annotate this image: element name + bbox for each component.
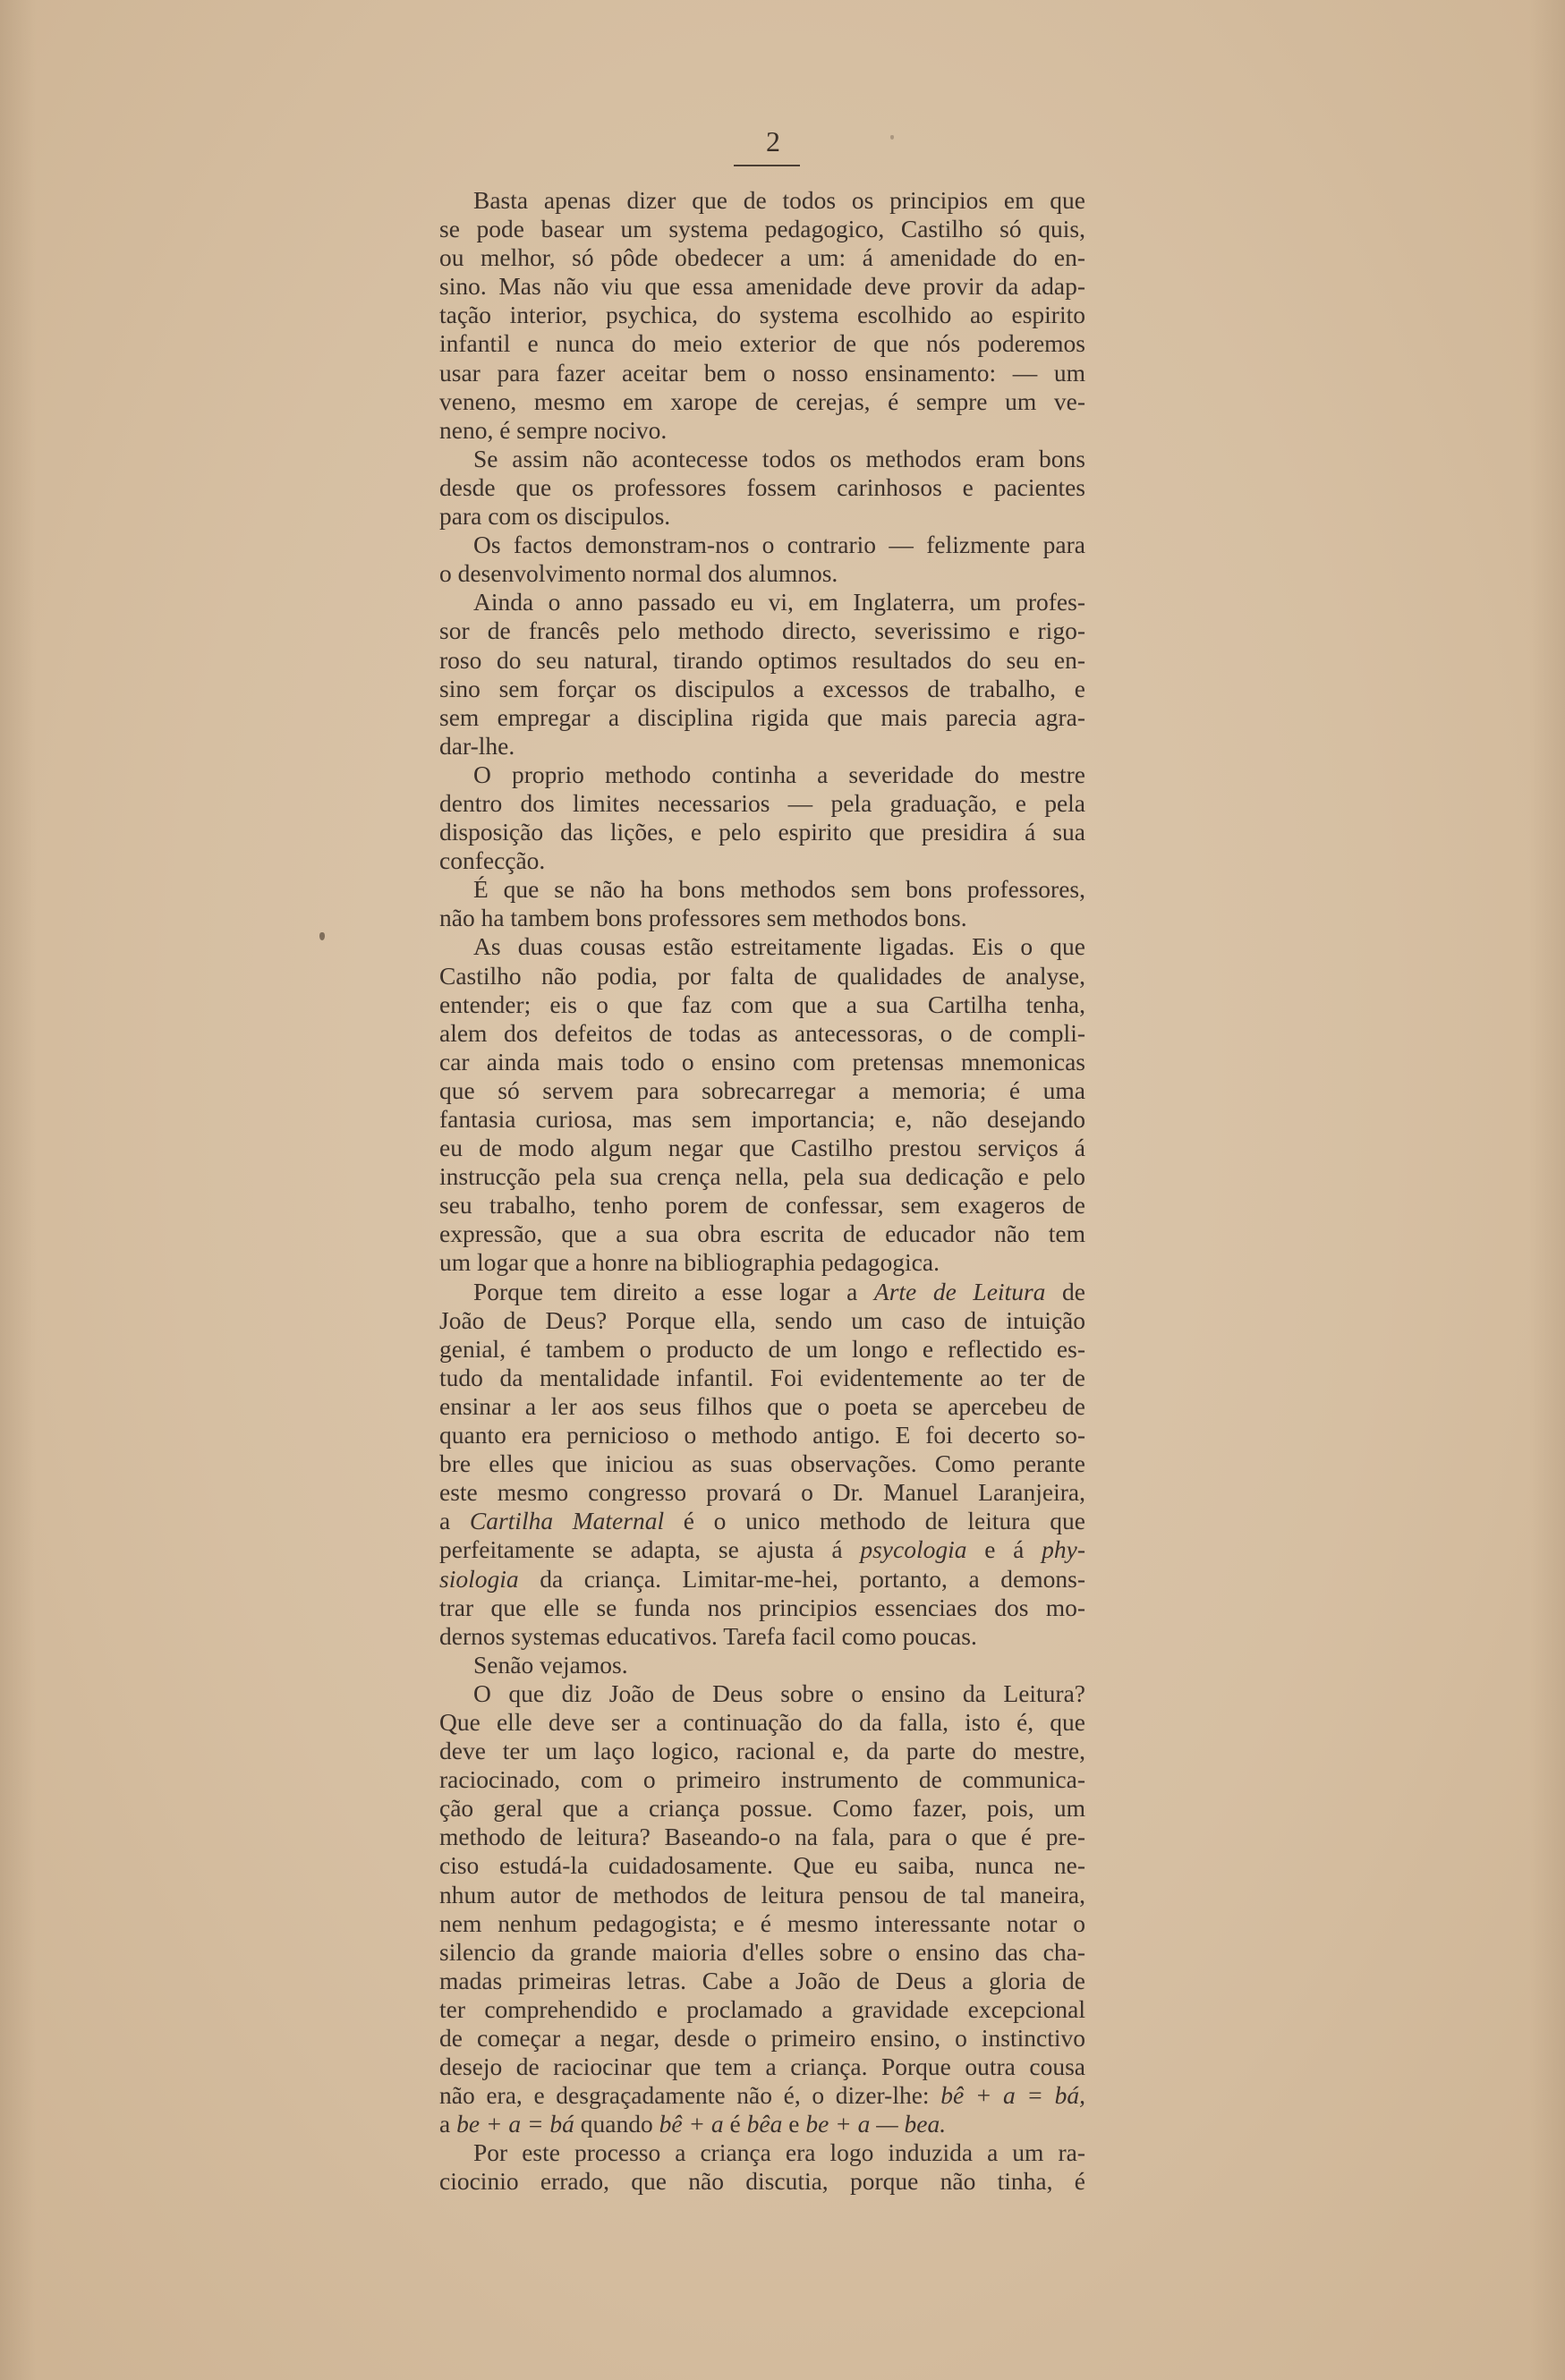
text-line: genial, é tambem o producto de um longo e reflectido es- [439,1334,1085,1363]
text-line: Castilho não podia, por falta de qualidades de analyse, [439,961,1085,990]
text-line: um logar que a honre na bibliographia pedagogica. [439,1248,940,1277]
text-line: dernos systemas educativos. Tarefa facil como poucas. [439,1621,977,1650]
text-line: Que elle deve ser a continuação do da falla, isto é, que [439,1707,1085,1736]
text-line: Basta apenas dizer que de todos os principios em que [473,186,1085,214]
left-edge-shadow [0,0,36,2380]
text-line: desde que os professores fossem carinhosos e pacientes [439,472,1085,501]
text-line: para com os discipulos. [439,502,671,531]
text-line: As duas cousas estão estreitamente ligadas. Eis o que [473,932,1085,961]
text-line: que só servem para sobrecarregar a memoria; é uma [439,1075,1085,1104]
text-line: expressão, que a sua obra escrita de educador não tem [439,1220,1085,1248]
text-line: entender; eis o que faz com que a sua Cartilha tenha, [439,990,1085,1018]
text-line: trar que elle se funda nos principios essenciaes dos mo- [439,1593,1085,1621]
text-line: este mesmo congresso provará o Dr. Manuel Laranjeira, [439,1478,1085,1507]
text-line: João de Deus? Porque ella, sendo um caso de intuição [439,1305,1085,1334]
text-line: sino sem forçar os discipulos a excessos de trabalho, e [439,674,1085,702]
text-line: raciocinado, com o primeiro instrumento de communica- [439,1765,1085,1794]
text-line: ou melhor, só pôde obedecer a um: á amenidade do en- [439,243,1085,272]
text-line: Ainda o anno passado eu vi, em Inglaterra, um profes- [473,588,1085,616]
text-line: bre elles que iniciou as suas observações. Como perante [439,1449,1085,1478]
text-line: ensinar a ler aos seus filhos que o poeta se apercebeu de [439,1391,1085,1420]
text-line: madas primeiras letras. Cabe a João de Deus a gloria de [439,1966,1085,1994]
text-line: infantil e nunca do meio exterior de que nós poderemos [439,329,1085,358]
text-line: quanto era pernicioso o methodo antigo. E foi decerto so- [439,1421,1085,1449]
text-line: tudo da mentalidade infantil. Foi evidentemente ao ter de [439,1363,1085,1391]
text-line: O que diz João de Deus sobre o ensino da Leitura? [473,1679,1085,1707]
text-line: É que se não ha bons methodos sem bons professores, [473,875,1085,904]
text-line: a Cartilha Maternal é o unico methodo de leitura que [439,1507,1085,1535]
text-line: usar para fazer aceitar bem o nosso ensinamento: — um [439,358,1085,387]
text-line: car ainda mais todo o ensino com pretensas mnemonicas [439,1047,1085,1075]
text-line: silencio da grande maioria d'elles sobre o ensino das cha- [439,1937,1085,1966]
text-line: nhum autor de methodos de leitura pensou de tal maneira, [439,1880,1085,1908]
text-line: veneno, mesmo em xarope de cerejas, é sempre um ve- [439,387,1085,415]
text-line: ção geral que a criança possue. Como fazer, pois, um [439,1794,1085,1823]
text-line: dentro dos limites necessarios — pela graduação, e pela [439,788,1085,817]
text-line: siologia da criança. Limitar-me-hei, portanto, a demons- [439,1564,1085,1593]
ink-speck [319,932,325,940]
page-number-rule [734,165,800,166]
text-line: se pode basear um systema pedagogico, Castilho só quis, [439,215,1085,243]
text-line: desejo de raciocinar que tem a criança. Porque outra cousa [439,2053,1085,2081]
right-edge-shadow [1529,0,1565,2380]
text-line: não ha tambem bons professores sem methodos bons. [439,904,967,932]
text-line: seu trabalho, tenho porem de confessar, sem exageros de [439,1191,1085,1220]
text-line: de começar a negar, desde o primeiro ensino, o instinctivo [439,2024,1085,2052]
text-line: O proprio methodo continha a severidade do mestre [473,760,1085,788]
text-line: methodo de leitura? Baseando-o na fala, para o que é pre- [439,1823,1085,1851]
text-line: perfeitamente se adapta, se ajusta á psycologia e á phy- [439,1535,1085,1564]
text-line: sino. Mas não viu que essa amenidade deve provir da adap- [439,272,1085,301]
ink-speck [890,135,894,140]
text-line: nem nenhum pedagogista; e é mesmo interessante notar o [439,1908,1085,1937]
text-line: a be + a = bá quando bê + a é bêa e be + a — bea. [439,2110,947,2138]
text-line: Os factos demonstram-nos o contrario — felizmente para [473,531,1085,559]
text-line: Porque tem direito a esse logar a Arte de Leitura de [473,1277,1085,1305]
body-text [439,186,1085,2197]
text-line: Por este processo a criança era logo induzida a um ra- [473,2138,1085,2167]
text-line: neno, é sempre nocivo. [439,415,668,444]
text-line: sem empregar a disciplina rigida que mais parecia agra- [439,702,1085,731]
text-line: o desenvolvimento normal dos alumnos. [439,559,838,588]
text-line: ciso estudá-la cuidadosamente. Que eu saiba, nunca ne- [439,1851,1085,1880]
text-line: eu de modo algum negar que Castilho prestou serviços á [439,1134,1085,1162]
text-line: fantasia curiosa, mas sem importancia; e, não desejando [439,1105,1085,1133]
text-line: deve ter um laço logico, racional e, da parte do mestre, [439,1737,1085,1765]
text-line: alem dos defeitos de todas as antecessoras, o de compli- [439,1018,1085,1047]
text-line: ter comprehendido e proclamado a gravidade excepcional [439,1994,1085,2023]
text-line: confecção. [439,846,546,875]
text-line: instrucção pela sua crença nella, pela sua dedicação e pelo [439,1162,1085,1191]
page-number: 2 [766,125,780,157]
text-line: roso do seu natural, tirando optimos resultados do seu en- [439,645,1085,674]
text-line: não era, e desgraçadamente não é, o dizer-lhe: bê + a = bá, [439,2081,1086,2110]
text-line: tação interior, psychica, do systema escolhido ao espirito [439,301,1085,329]
text-line: ciocinio errado, que não discutia, porque não tinha, é [439,2167,1085,2196]
text-line: Senão vejamos. [473,1650,628,1679]
text-line: disposição das lições, e pelo espirito que presidira á sua [439,818,1085,846]
text-line: dar-lhe. [439,731,515,760]
text-line: Se assim não acontecesse todos os methodos eram bons [473,444,1085,472]
text-line: sor de francês pelo methodo directo, severissimo e rigo- [439,616,1085,645]
